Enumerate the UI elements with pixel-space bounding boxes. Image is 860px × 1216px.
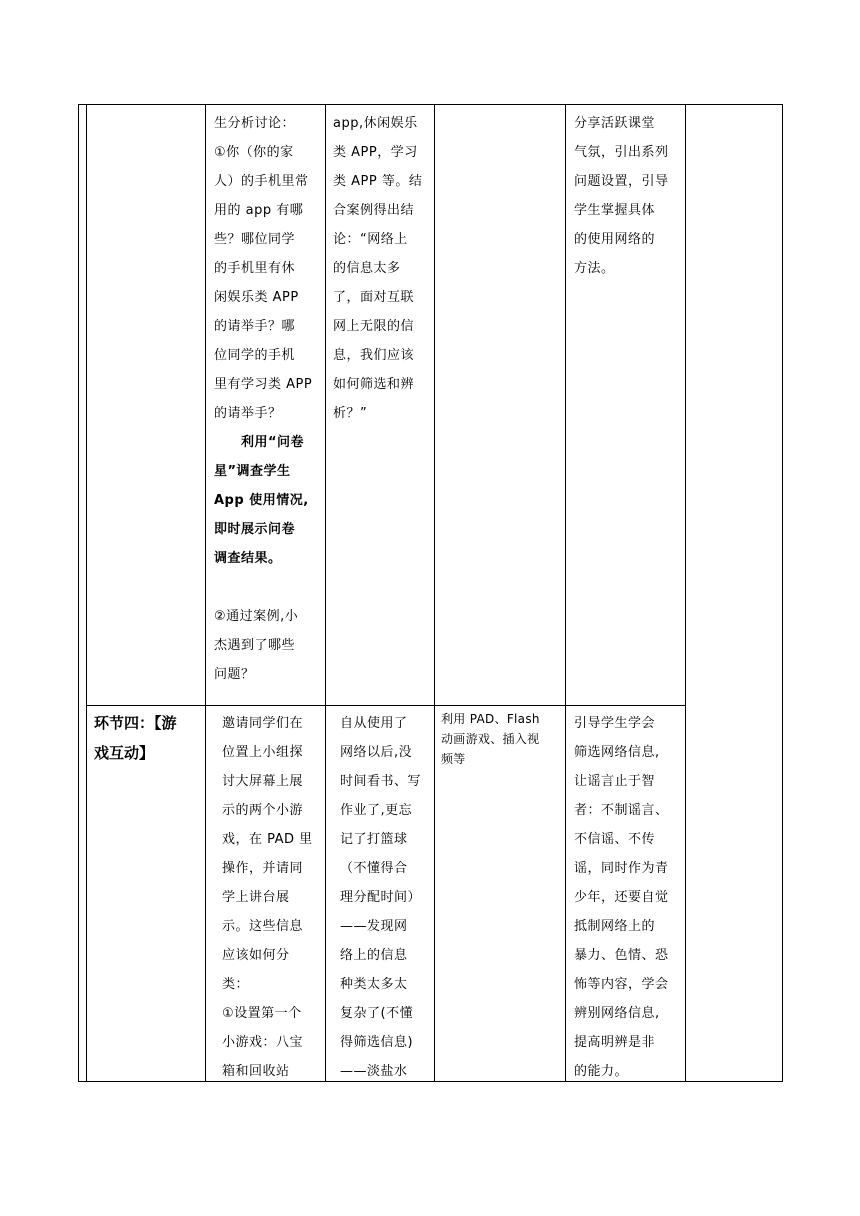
table-top-border xyxy=(78,104,782,105)
text-line: 得筛选信息) xyxy=(340,1035,414,1050)
text-line: 学上讲台展 xyxy=(222,890,290,905)
text-line: 示的两个小游 xyxy=(222,803,304,818)
text-line: 位同学的手机 xyxy=(214,348,296,363)
text-line: 网络以后,没 xyxy=(340,745,413,760)
column-divider xyxy=(205,104,206,1082)
text-line: 邀请同学们在 xyxy=(222,716,304,731)
text-line: 析？” xyxy=(333,406,368,421)
text-line: 的能力。 xyxy=(574,1064,629,1079)
text-line: 类 APP，学习 xyxy=(333,145,418,160)
text-line-bold: 即时展示问卷 xyxy=(214,522,296,537)
text-line: 的请举手？哪 xyxy=(214,319,296,334)
section-title xyxy=(94,708,204,768)
text-line: 作业了,更忘 xyxy=(340,803,413,818)
text-line: 小游戏：八宝 xyxy=(222,1035,304,1050)
text-line: ①你（你的家 xyxy=(214,145,294,160)
text-line: 谣，同时作为青 xyxy=(574,861,669,876)
text-line: 类： xyxy=(222,977,250,992)
text-line: 的手机里有休 xyxy=(214,261,296,276)
text-line: 自从使用了 xyxy=(340,716,408,731)
title-line: 环节四：【游 xyxy=(94,714,177,732)
text-line: 者：不制谣言、 xyxy=(574,803,669,818)
text-line: 频等 xyxy=(441,752,466,766)
text-line: 提高明辨是非 xyxy=(574,1035,656,1050)
text-line: 用的 app 有哪 xyxy=(214,203,304,218)
text-line: 杰遇到了哪些 xyxy=(214,638,296,653)
text-line: 合案例得出结 xyxy=(333,203,415,218)
text-line: 闲娱乐类 APP xyxy=(214,290,299,305)
text-line: 辨别网络信息, xyxy=(574,1006,660,1021)
text-line: 应该如何分 xyxy=(222,948,290,963)
text-line: 方法。 xyxy=(574,261,615,276)
text-line: 时间看书、写 xyxy=(340,774,422,789)
title-line: 戏互动】 xyxy=(94,744,155,762)
text-line: 复杂了(不懂 xyxy=(340,1006,414,1021)
text-line: 些？哪位同学 xyxy=(214,232,296,247)
row1-student-activity xyxy=(333,109,433,428)
text-line: ①设置第一个 xyxy=(222,1006,302,1021)
row2-student-activity xyxy=(340,709,434,1086)
text-line-bold: 利用“问卷 xyxy=(214,435,305,450)
text-line: 操作，并请同 xyxy=(222,861,304,876)
text-line: 理分配时间） xyxy=(340,890,422,905)
text-line: 论：“网络上 xyxy=(333,232,408,247)
table-left-inner-border xyxy=(86,104,87,1082)
text-line: 的信息太多 xyxy=(333,261,401,276)
text-line: 筛选网络信息, xyxy=(574,745,660,760)
text-line: 暴力、色情、恐 xyxy=(574,948,669,963)
text-line-bold: 星”调查学生 xyxy=(214,464,291,479)
text-line: （不懂得合 xyxy=(340,861,408,876)
row1-teacher-activity xyxy=(214,109,324,689)
column-divider xyxy=(434,104,435,1082)
text-line: 箱和回收站 xyxy=(222,1064,290,1079)
text-line: 抵制网络上的 xyxy=(574,919,656,934)
text-line: 的使用网络的 xyxy=(574,232,656,247)
text-line-bold: 调查结果。 xyxy=(214,551,282,566)
text-line: 息，我们应该 xyxy=(333,348,415,363)
text-line: 生分析讨论： xyxy=(214,116,296,131)
text-line: 问题设置，引导 xyxy=(574,174,669,189)
text-line: 利用 PAD、Flash xyxy=(441,712,540,726)
text-line: 动画游戏、插入视 xyxy=(441,732,540,746)
text-line: 气氛，引出系列 xyxy=(574,145,669,160)
text-line: 种类太多太 xyxy=(340,977,408,992)
text-line: 少年，还要自觉 xyxy=(574,890,669,905)
text-line: 学生掌握具体 xyxy=(574,203,656,218)
text-line: 网上无限的信 xyxy=(333,319,415,334)
column-divider xyxy=(685,104,686,1082)
column-divider xyxy=(325,104,326,1082)
text-line: 不信谣、不传 xyxy=(574,832,656,847)
row-divider xyxy=(86,705,685,706)
text-line: 记了打篮球 xyxy=(340,832,408,847)
text-line: 引导学生学会 xyxy=(574,716,656,731)
table-right-border xyxy=(782,104,783,1082)
text-line: 问题？ xyxy=(214,667,255,682)
text-line: 分享活跃课堂 xyxy=(574,116,656,131)
column-divider xyxy=(565,104,566,1082)
blank-line xyxy=(214,573,324,602)
text-line: 人）的手机里常 xyxy=(214,174,309,189)
text-line: 如何筛选和辨 xyxy=(333,377,415,392)
text-line: 了，面对互联 xyxy=(333,290,415,305)
row2-media xyxy=(441,709,564,769)
table-left-outer-border xyxy=(78,104,79,1082)
text-line: 示。这些信息 xyxy=(222,919,304,934)
text-line: 怖等内容，学会 xyxy=(574,977,669,992)
row2-intent xyxy=(574,709,684,1086)
text-line: 络上的信息 xyxy=(340,948,408,963)
row2-teacher-activity xyxy=(222,709,324,1086)
text-line: app,休闲娱乐 xyxy=(333,116,418,131)
text-line-bold: App 使用情况, xyxy=(214,493,309,508)
text-line: 位置上小组探 xyxy=(222,745,304,760)
text-line: 的请举手？ xyxy=(214,406,282,421)
text-line: ——发现网 xyxy=(340,919,408,934)
text-line: 里有学习类 APP xyxy=(214,377,313,392)
text-line: ②通过案例,小 xyxy=(214,609,299,624)
row1-intent xyxy=(574,109,684,283)
text-line: ——淡盐水 xyxy=(340,1064,408,1079)
text-line: 类 APP 等。结 xyxy=(333,174,423,189)
text-line: 讨大屏幕上展 xyxy=(222,774,304,789)
text-line: 戏，在 PAD 里 xyxy=(222,832,313,847)
text-line: 让谣言止于智 xyxy=(574,774,656,789)
